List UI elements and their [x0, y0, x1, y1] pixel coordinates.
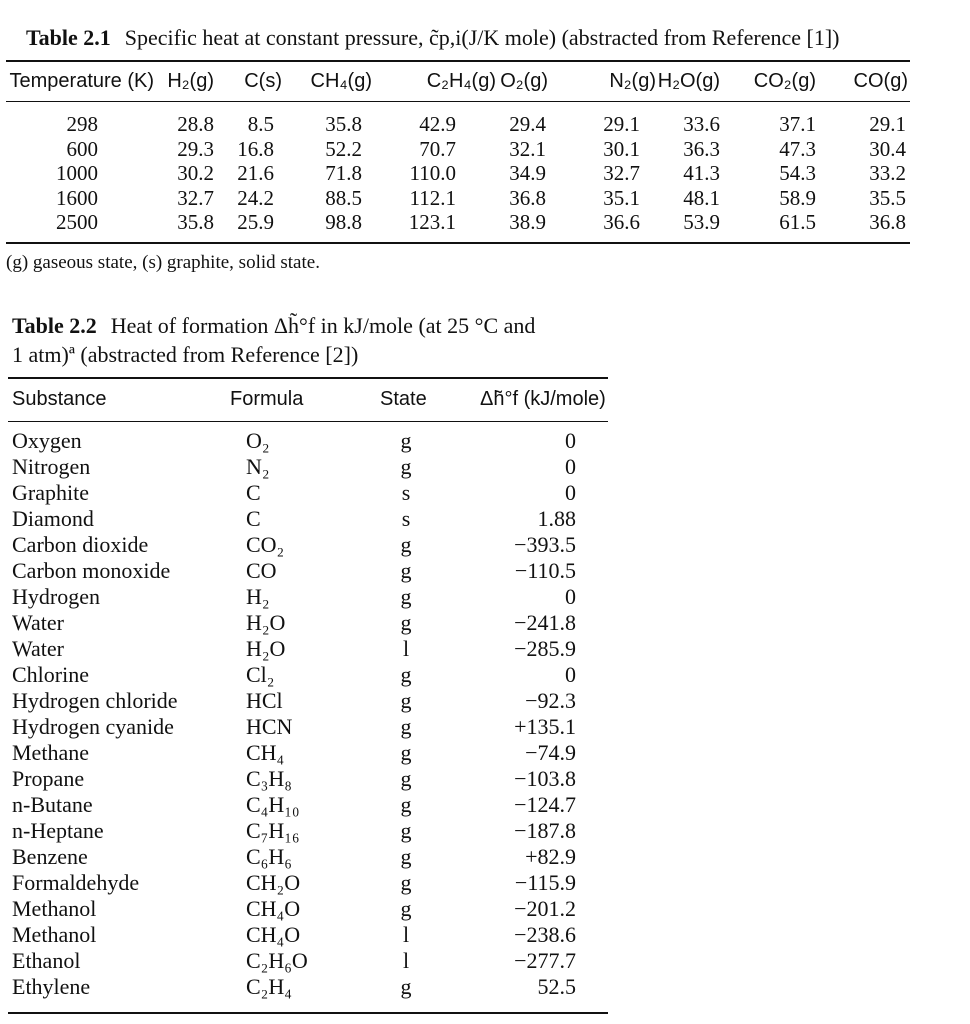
table-cell: 110.0: [409, 161, 456, 185]
enthalpy-cell: −393.5: [514, 532, 576, 557]
table-2-2-col-header: State: [380, 388, 427, 410]
substance-cell: Methanol: [12, 922, 97, 947]
table-cell: 16.8: [237, 136, 274, 161]
table-cell: 98.8: [325, 210, 362, 234]
table-row: [8, 532, 608, 558]
table-cell: 30.1: [603, 136, 640, 161]
state-cell: g: [400, 688, 412, 713]
enthalpy-cell: −277.7: [514, 948, 576, 973]
formula-cell: C: [246, 506, 261, 531]
formula-cell: CH₂O: [246, 870, 301, 895]
table-cell: 21.6: [237, 161, 274, 185]
table-cell: 35.1: [603, 185, 640, 210]
formula-cell: C₃H₈: [246, 766, 292, 791]
table-cell: 34.9: [509, 161, 546, 185]
substance-cell: Oxygen: [12, 428, 82, 453]
state-cell: g: [400, 870, 412, 895]
substance-cell: Hydrogen chloride: [12, 688, 178, 713]
state-cell: g: [400, 584, 412, 609]
substance-cell: Water: [12, 610, 64, 635]
state-cell: g: [400, 532, 412, 557]
table-row: [8, 740, 608, 766]
formula-cell: H₂O: [246, 610, 286, 635]
enthalpy-cell: −285.9: [514, 636, 576, 661]
table-2-2-col-header: Substance: [12, 388, 107, 410]
state-cell: g: [400, 610, 412, 635]
table-cell: 61.5: [779, 210, 816, 234]
substance-cell: Ethylene: [12, 974, 91, 999]
table-cell: 8.5: [247, 112, 274, 136]
table-row: [6, 186, 910, 211]
table-2-1-col-header: CH₄(g): [310, 70, 372, 92]
formula-cell: C: [246, 480, 261, 505]
table-row: [6, 137, 910, 162]
table-2-2-col-header: Formula: [230, 388, 304, 410]
table-row: [6, 112, 910, 137]
formula-cell: H₂O: [246, 636, 286, 661]
table-row: [8, 818, 608, 844]
substance-cell: Graphite: [12, 480, 89, 505]
table-2-2-top-rule: [8, 377, 608, 379]
formula-cell: O₂: [246, 428, 270, 453]
state-cell: l: [402, 948, 410, 973]
formula-cell: H₂: [246, 584, 270, 609]
table-cell: 42.9: [419, 112, 456, 136]
table-2-2-label: Table 2.2: [12, 313, 97, 338]
enthalpy-cell: 0: [565, 662, 576, 687]
table-2-2-caption: [12, 312, 535, 340]
table-row: [8, 506, 608, 532]
table-row: [8, 766, 608, 792]
table-cell: 30.4: [869, 136, 906, 161]
enthalpy-cell: −92.3: [525, 688, 576, 713]
table-row: [8, 428, 608, 454]
table-cell: 36.3: [683, 136, 720, 161]
state-cell: g: [400, 558, 412, 583]
table-cell: 30.2: [177, 161, 214, 185]
table-2-2-bottom-rule: [8, 1012, 608, 1014]
table-2-1-title: Specific heat at constant pressure, c̃p,i(J/K mole) (abstracted from Reference [1]): [124, 25, 840, 50]
substance-cell: Hydrogen: [12, 584, 100, 609]
enthalpy-cell: 52.5: [537, 974, 576, 999]
table-row: [6, 210, 910, 235]
formula-cell: C₇H₁₆: [246, 818, 300, 843]
enthalpy-cell: +135.1: [514, 714, 576, 739]
state-cell: g: [400, 428, 412, 453]
table-cell: 24.2: [237, 185, 274, 210]
formula-cell: CO₂: [246, 532, 285, 557]
formula-cell: Cl₂: [246, 662, 275, 687]
table-cell: 600: [66, 136, 98, 161]
state-cell: g: [400, 766, 412, 791]
table-cell: 1600: [56, 185, 98, 210]
table-2-1-top-rule: [6, 60, 910, 62]
substance-cell: Methanol: [12, 896, 97, 921]
table-2-1-col-header: N₂(g): [609, 70, 656, 92]
table-2-1-label: Table 2.1: [26, 25, 111, 50]
table-cell: 41.3: [683, 161, 720, 185]
state-cell: l: [402, 636, 410, 661]
state-cell: g: [400, 714, 412, 739]
formula-cell: CH₄O: [246, 896, 301, 921]
table-row: [8, 688, 608, 714]
table-row: [8, 662, 608, 688]
table-2-2-header: [8, 384, 608, 416]
formula-cell: HCN: [246, 714, 293, 739]
enthalpy-cell: −74.9: [525, 740, 576, 765]
table-cell: 29.1: [603, 112, 640, 136]
table-row: [8, 714, 608, 740]
table-cell: 33.6: [683, 112, 720, 136]
state-cell: g: [400, 974, 412, 999]
state-cell: g: [400, 454, 412, 479]
table-cell: 2500: [56, 210, 98, 234]
table-2-1-col-header: O₂(g): [500, 70, 548, 92]
state-cell: l: [402, 922, 410, 947]
table-2-2-header-rule: [8, 421, 608, 422]
table-row: [8, 896, 608, 922]
substance-cell: Benzene: [12, 844, 88, 869]
substance-cell: Formaldehyde: [12, 870, 140, 895]
table-cell: 29.1: [869, 112, 906, 136]
substance-cell: Nitrogen: [12, 454, 91, 479]
substance-cell: Chlorine: [12, 662, 89, 687]
table-cell: 88.5: [325, 185, 362, 210]
table-cell: 48.1: [683, 185, 720, 210]
table-cell: 58.9: [779, 185, 816, 210]
table-2-1-footnote: (g) gaseous state, (s) graphite, solid state.: [6, 252, 320, 273]
table-2-1-col-header: H₂O(g): [657, 70, 720, 92]
formula-cell: CH₄: [246, 740, 285, 765]
enthalpy-cell: −201.2: [514, 896, 576, 921]
table-row: [8, 844, 608, 870]
table-cell: 1000: [56, 161, 98, 185]
enthalpy-cell: 0: [565, 480, 576, 505]
substance-cell: n-Butane: [12, 792, 93, 817]
table-cell: 35.8: [177, 210, 214, 234]
table-cell: 52.2: [325, 136, 362, 161]
substance-cell: Carbon monoxide: [12, 558, 171, 583]
table-cell: 36.8: [509, 185, 546, 210]
enthalpy-cell: 0: [565, 584, 576, 609]
table-cell: 28.8: [177, 112, 214, 136]
formula-cell: C₄H₁₀: [246, 792, 300, 817]
state-cell: g: [400, 896, 412, 921]
table-row: [8, 922, 608, 948]
table-2-1-bottom-rule: [6, 242, 910, 244]
table-cell: 37.1: [779, 112, 816, 136]
table-2-1-caption: [26, 24, 926, 52]
state-cell: s: [401, 506, 411, 531]
table-cell: 36.6: [603, 210, 640, 234]
table-2-2-body: [8, 428, 608, 1000]
table-cell: 33.2: [869, 161, 906, 185]
table-2-1-col-header: CO₂(g): [753, 70, 816, 92]
table-row: [8, 610, 608, 636]
state-cell: g: [400, 818, 412, 843]
table-cell: 123.1: [408, 210, 456, 234]
state-cell: g: [400, 844, 412, 869]
enthalpy-cell: −124.7: [514, 792, 576, 817]
enthalpy-cell: −241.8: [514, 610, 576, 635]
table-row: [8, 870, 608, 896]
table-cell: 32.1: [509, 136, 546, 161]
enthalpy-cell: 0: [565, 428, 576, 453]
enthalpy-cell: −115.9: [514, 870, 576, 895]
table-cell: 35.5: [869, 185, 906, 210]
table-cell: 25.9: [237, 210, 274, 234]
table-row: [8, 480, 608, 506]
enthalpy-cell: +82.9: [525, 844, 576, 869]
table-cell: 47.3: [779, 136, 816, 161]
enthalpy-cell: −238.6: [514, 922, 576, 947]
table-cell: 53.9: [683, 210, 720, 234]
table-cell: 32.7: [177, 185, 214, 210]
table-row: [8, 636, 608, 662]
enthalpy-cell: −103.8: [514, 766, 576, 791]
state-cell: g: [400, 740, 412, 765]
table-row: [8, 454, 608, 480]
table-row: [8, 558, 608, 584]
substance-cell: Ethanol: [12, 948, 81, 973]
table-2-1-col-header: C₂H₄(g): [426, 70, 496, 92]
table-cell: 112.1: [409, 185, 456, 210]
formula-cell: C₂H₆O: [246, 948, 308, 973]
formula-cell: CH₄O: [246, 922, 301, 947]
table-row: [8, 974, 608, 1000]
state-cell: g: [400, 792, 412, 817]
substance-cell: n-Heptane: [12, 818, 104, 843]
substance-cell: Hydrogen cyanide: [12, 714, 174, 739]
table-cell: 298: [66, 112, 98, 136]
substance-cell: Propane: [12, 766, 85, 791]
table-2-1-header-rule: [6, 101, 910, 102]
enthalpy-cell: −110.5: [514, 558, 576, 583]
table-cell: 29.4: [509, 112, 546, 136]
enthalpy-cell: 1.88: [537, 506, 576, 531]
table-cell: 32.7: [603, 161, 640, 185]
table-cell: 36.8: [869, 210, 906, 234]
table-2-1-col-header: Temperature (K): [9, 70, 154, 92]
table-cell: 29.3: [177, 136, 214, 161]
state-cell: g: [400, 662, 412, 687]
table-cell: 38.9: [509, 210, 546, 234]
table-2-1-col-header: H₂(g): [167, 70, 214, 92]
table-row: [6, 161, 910, 186]
table-row: [8, 948, 608, 974]
substance-cell: Diamond: [12, 506, 94, 531]
table-2-2-title-line2: 1 atm)ª (abstracted from Reference [2]): [12, 342, 359, 367]
formula-cell: HCl: [246, 688, 283, 713]
table-cell: 54.3: [779, 161, 816, 185]
table-cell: 71.8: [325, 161, 362, 185]
substance-cell: Water: [12, 636, 64, 661]
enthalpy-cell: −187.8: [514, 818, 576, 843]
substance-cell: Methane: [12, 740, 89, 765]
table-2-1-col-header: C(s): [244, 70, 282, 92]
table-row: [8, 584, 608, 610]
table-2-1-col-header: CO(g): [853, 70, 908, 92]
table-2-2-title-line1: Heat of formation Δh̃°f in kJ/mole (at 25 °C and: [110, 313, 536, 338]
formula-cell: C₂H₄: [246, 974, 292, 999]
table-2-1-body: [6, 112, 910, 235]
table-row: [8, 792, 608, 818]
table-2-1-header: [6, 66, 910, 96]
enthalpy-cell: 0: [565, 454, 576, 479]
state-cell: s: [401, 480, 411, 505]
formula-cell: CO: [246, 558, 277, 583]
table-2-2-col-header: Δh̃°f (kJ/mole): [480, 388, 606, 410]
formula-cell: N₂: [246, 454, 270, 479]
table-cell: 35.8: [325, 112, 362, 136]
table-cell: 70.7: [419, 136, 456, 161]
formula-cell: C₆H₆: [246, 844, 292, 869]
substance-cell: Carbon dioxide: [12, 532, 149, 557]
